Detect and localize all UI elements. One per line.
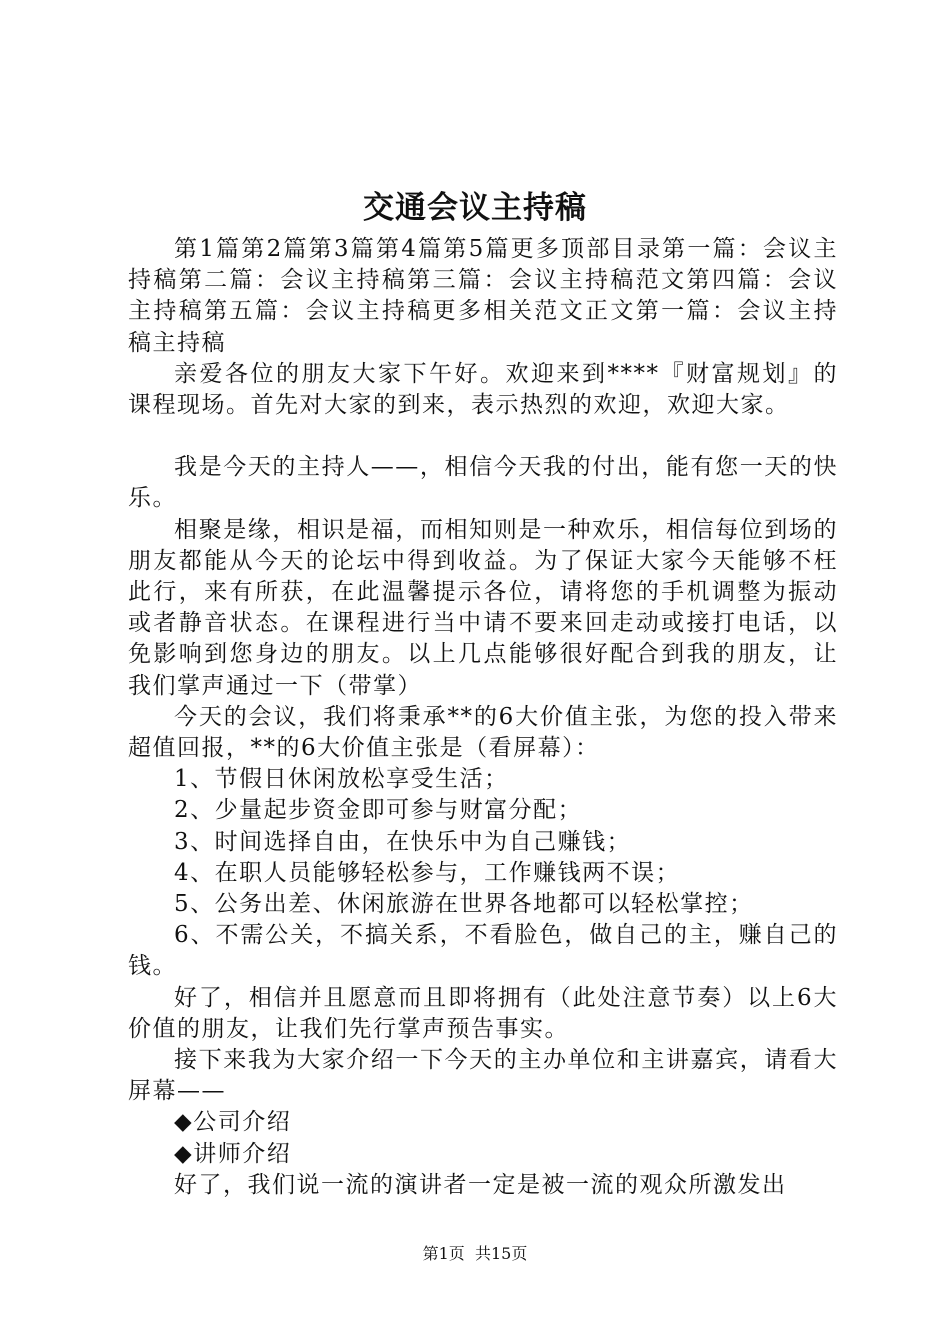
list-item-value-2: 2、少量起步资金即可参与财富分配； <box>174 797 583 824</box>
list-item-value-5: 5、公务出差、休闲旅游在世界各地都可以轻松掌控； <box>174 891 754 918</box>
paragraph-next-section: 接下来我为大家介绍一下今天的主办单位和主讲嘉宾，请看大屏幕—— <box>128 1047 838 1105</box>
page-footer <box>0 1242 950 1266</box>
paragraph-host-intro: 我是今天的主持人——，相信今天我的付出，能有您一天的快乐。 <box>128 454 838 512</box>
paragraph-value-intro: 今天的会议，我们将秉承**的6大价值主张，为您的投入带来超值回报，**的6大价值主张是（看屏幕）： <box>128 703 838 762</box>
paragraph-applause: 好了，相信并且愿意而且即将拥有（此处注意节奏）以上6大价值的朋友，让我们先行掌声预告事实。 <box>128 984 838 1042</box>
page-number: 第1页 <box>422 1244 465 1263</box>
list-item-company-intro: ◆公司介绍 <box>174 1109 292 1136</box>
paragraph-toc: 第1篇第2篇第3篇第4篇第5篇更多顶部目录第一篇：会议主持稿第二篇：会议主持稿第三篇：会议主持稿范文第四篇：会议主持稿第五篇：会议主持稿更多相关范文正文第一篇：会议主持稿主持稿 <box>128 236 838 356</box>
list-item-value-6: 6、不需公关，不搞关系，不看脸色，做自己的主，赚自己的钱。 <box>128 922 838 980</box>
list-item-value-3: 3、时间选择自由，在快乐中为自己赚钱； <box>174 828 632 855</box>
page-total: 共15页 <box>474 1244 528 1263</box>
list-item-value-1: 1、节假日休闲放松享受生活； <box>174 766 509 793</box>
paragraph-closing: 好了，我们说一流的演讲者一定是被一流的观众所激发出 <box>174 1171 787 1198</box>
list-item-speaker-intro: ◆讲师介绍 <box>174 1140 292 1167</box>
paragraph-reminder: 相聚是缘，相识是福，而相知则是一种欢乐，相信每位到场的朋友都能从今天的论坛中得到收益。为了保证大家今天能够不枉此行，来有所获，在此温馨提示各位，请将您的手机调整为振动或者静音状态。在课程进行当中请不要来回走动或接打电话，以免影响到您身边的朋友。以上几点能够很好配合到我的朋友，让我们掌声通过一下（带掌） <box>128 516 838 699</box>
document-title: 交通会议主持稿 <box>363 190 587 226</box>
list-item-value-4: 4、在职人员能够轻松参与，工作赚钱两不误； <box>174 859 681 886</box>
document-body <box>128 234 838 1201</box>
paragraph-greeting: 亲爱各位的朋友大家下午好。欢迎来到****『财富规划』的课程现场。首先对大家的到来，表示热烈的欢迎，欢迎大家。 <box>128 360 838 419</box>
